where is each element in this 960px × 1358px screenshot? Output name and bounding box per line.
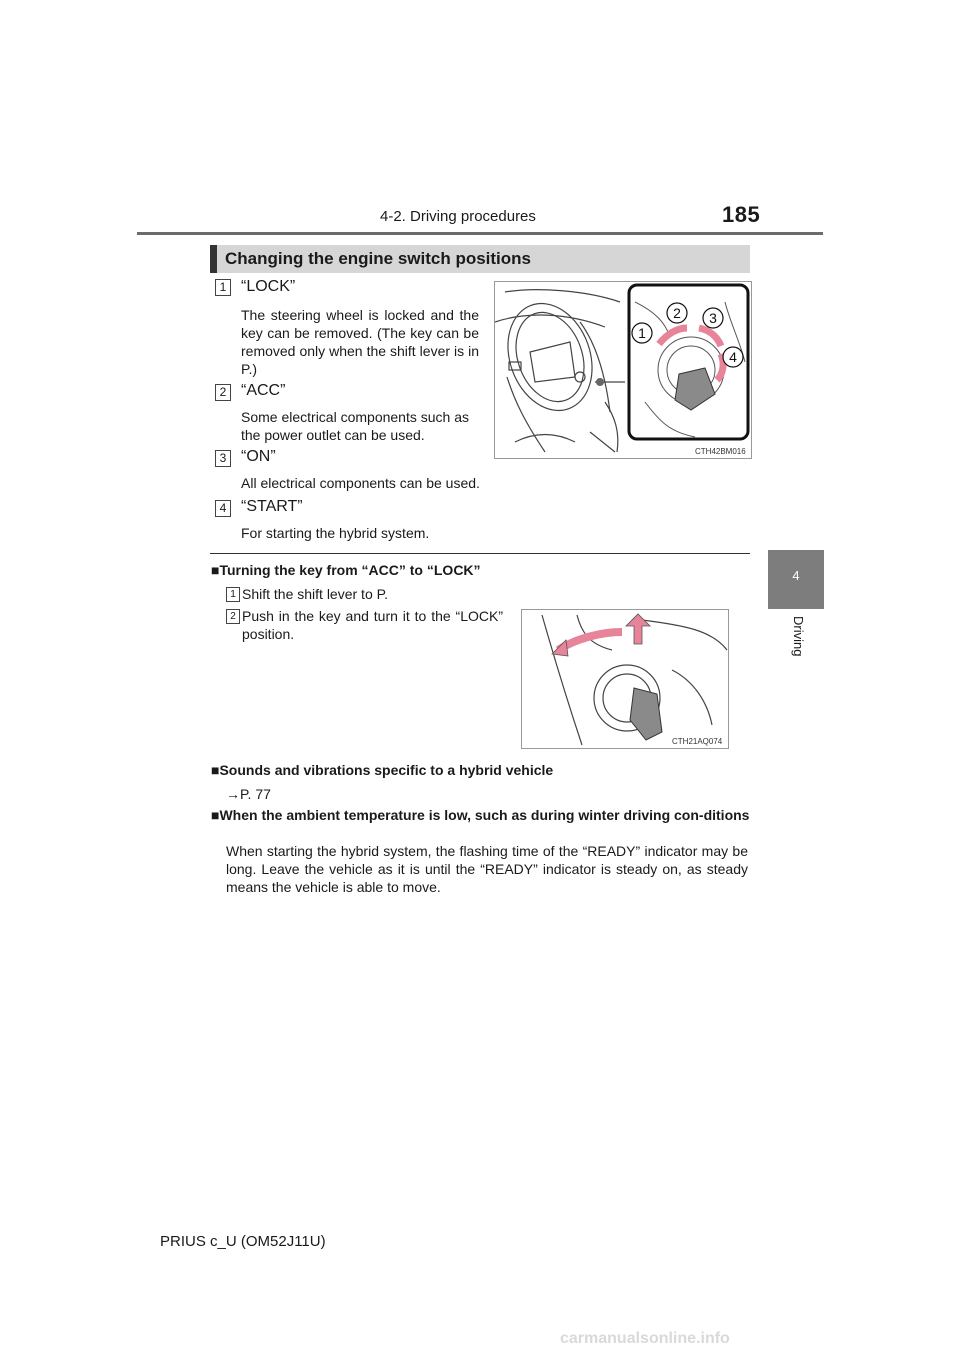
note-turning-heading-text: Turning the key from “ACC” to “LOCK” [219, 562, 481, 578]
section-title-bar [210, 245, 750, 273]
chapter-label [788, 616, 808, 676]
item-title-acc: “ACC” [241, 382, 286, 399]
chapter-number: 4 [792, 568, 800, 583]
model-footer: PRIUS c_U (OM52J11U) [160, 1233, 326, 1250]
watermark: carmanualsonline.info [560, 1330, 730, 1347]
section-title: Changing the engine switch positions [225, 249, 532, 268]
turn-arrow [558, 632, 622, 650]
callout-2: 2 [673, 305, 681, 321]
section-divider [210, 553, 750, 554]
engine-switch-illustration [494, 281, 752, 459]
item-number-4: 4 [215, 500, 231, 517]
note-sounds-reference: →P. 77 [226, 786, 271, 802]
callout-3: 3 [709, 310, 717, 326]
header-rule [137, 232, 823, 235]
bullet-square: ■ [211, 562, 220, 578]
running-header: 4-2. Driving procedures [380, 208, 536, 225]
step-number-1: 1 [226, 587, 240, 602]
page-number: 185 [722, 202, 761, 227]
item-desc-start: For starting the hybrid system. [241, 525, 430, 541]
note-turning-heading [211, 562, 481, 578]
chapter-label-text: Driving [791, 616, 806, 657]
step-text-1: Shift the shift lever to P. [242, 586, 389, 602]
engine-switch-drawing [495, 282, 751, 458]
key-turn-drawing [522, 610, 728, 748]
bullet-square: ■ [211, 807, 220, 823]
section-title-stripe [210, 245, 217, 273]
figure1-code: CTH42BM016 [695, 447, 746, 456]
callout-4: 4 [729, 349, 737, 365]
item-number-2: 2 [215, 384, 231, 401]
step-number-2: 2 [226, 609, 240, 624]
note-ambient-heading-text: When the ambient temperature is low, such as during winter driving con-ditions [219, 807, 750, 823]
item-desc-lock: The steering wheel is locked and the key can be removed. (The key can be removed only when the shift lever is in P.) [241, 307, 479, 377]
item-desc-on: All electrical components can be used. [241, 475, 480, 491]
item-title-lock: “LOCK” [241, 278, 296, 295]
item-title-on: “ON” [241, 448, 276, 465]
note-sounds-heading-text: Sounds and vibrations specific to a hybrid vehicle [219, 762, 554, 778]
step-text-2: Push in the key and turn it to the “LOCK” position. [242, 608, 503, 642]
note-ambient-text: When starting the hybrid system, the flashing time of the “READY” indicator may be long. Leave the vehicle as it is until the “READY” indicator is steady on, as steady means the vehicle is able to move. [226, 843, 748, 895]
key-turn-illustration [521, 609, 729, 749]
item-number-1: 1 [215, 279, 231, 296]
callout-1: 1 [638, 325, 646, 341]
note-ambient-heading [211, 806, 751, 824]
item-number-3: 3 [215, 450, 231, 467]
figure2-code: CTH21AQ074 [672, 737, 723, 746]
note-sounds-heading [211, 762, 553, 778]
item-desc-acc: Some electrical components such as the power outlet can be used. [241, 409, 469, 443]
item-title-start: “START” [241, 498, 303, 515]
push-arrow [626, 614, 650, 644]
bullet-square: ■ [211, 762, 220, 778]
